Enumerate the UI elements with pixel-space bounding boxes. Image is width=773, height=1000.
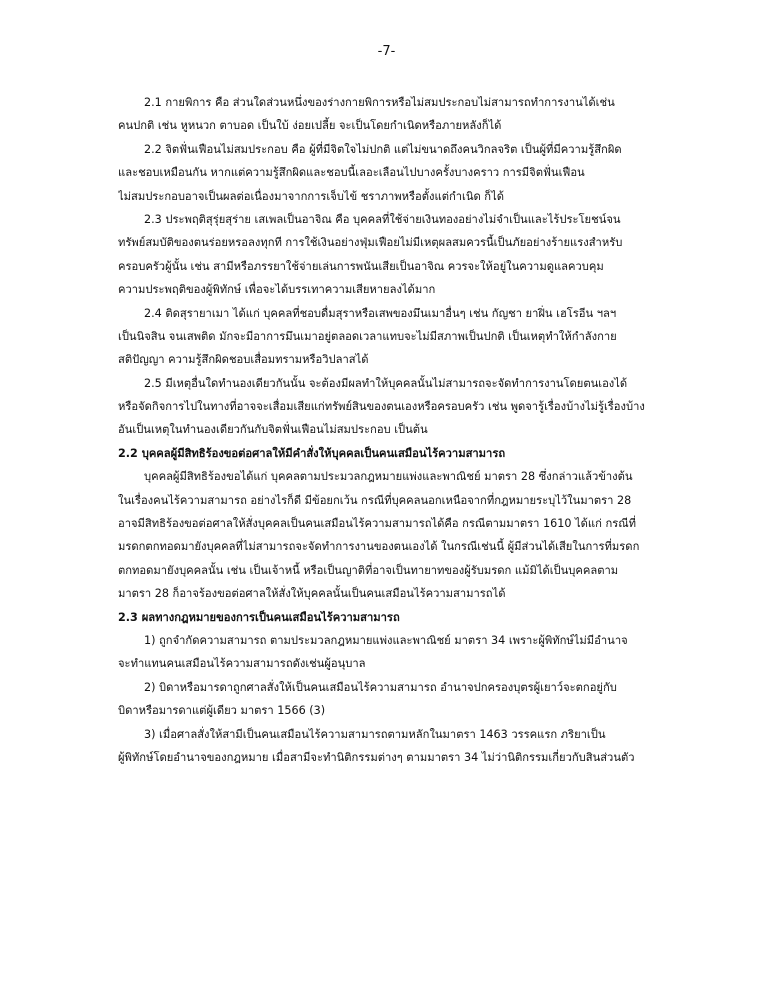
paragraph-line: ไม่สมประกอบอาจเป็นผลต่อเนื่องมาจากการเจ็บไข้ ชราภาพหรือตั้งแต่กำเนิด ก็ได้ [118, 189, 504, 203]
paragraph-line: และชอบเหมือนกัน หากแต่ความรู้สึกผิดและชอบนี้เลอะเลือนไปบางครั้งบางคราว การมีจิตฟั่นเฟือน [118, 166, 585, 180]
paragraph-line: 2.2 จิตฟั่นเฟือนไม่สมประกอบ คือ ผู้ที่มีจิตใจไม่ปกติ แต่ไม่ขนาดถึงคนวิกลจริต เป็นผู้ที่มีความรู้สึกผิด [144, 142, 622, 156]
paragraph-line: ผู้พิทักษ์โดยอำนาจของกฎหมาย เมื่อสามีจะทำนิติกรรมต่างๆ ตามมาตรา 34 ไม่ว่านิติกรรมเกี่ยวกับสินส่วนตัว [118, 750, 635, 764]
paragraph-line: คนปกติ เช่น หูหนวก ตาบอด เป็นใบ้ ง่อยเปลี้ย จะเป็นโดยกำเนิดหรือภายหลังก็ได้ [118, 119, 502, 133]
paragraph-line: 2.4 ติดสุรายาเมา ได้แก่ บุคคลที่ชอบดื่มสุราหรือเสพของมึนเมาอื่นๆ เช่น กัญชา ยาฝิ่น เฮโรอีน ฯลฯ [144, 306, 617, 320]
paragraph-line: 2.3 ประพฤติสุรุ่ยสุร่าย เสเพลเป็นอาจิณ คือ บุคคลที่ใช้จ่ายเงินทองอย่างไม่จำเป็นและไร้ประโยชน์จน [144, 212, 621, 226]
paragraph-line: 2) บิดาหรือมารดาถูกศาลสั่งให้เป็นคนเสมือนไร้ความสามารถ อำนาจปกครองบุตรผู้เยาว์จะตกอยู่กับ [144, 680, 617, 694]
paragraph-line: 2.1 กายพิการ คือ ส่วนใดส่วนหนึ่งของร่างกายพิการหรือไม่สมประกอบไม่สามารถทำการงานได้เช่น [144, 96, 615, 109]
paragraph-line: ครอบครัวผู้นั้น เช่น สามีหรือภรรยาใช้จ่ายเล่นการพนันเสียเป็นอาจิณ ควรจะให้อยู่ในความดูแลควบคุม [118, 259, 604, 273]
paragraph-line: ตกทอดมายังบุคคลนั้น เช่น เป็นเจ้าหนี้ หรือเป็นญาติที่อาจเป็นทายาทของผู้รับมรดก แม้มิได้เป็นบุคคลตาม [118, 563, 619, 577]
paragraph-line: ความประพฤติของผู้พิทักษ์ เพื่อจะได้บรรเทาความเสียหายลงได้มาก [118, 283, 436, 297]
section-heading: 2.2 บุคคลผู้มีสิทธิร้องขอต่อศาลให้มีคำสั่งให้บุคคลเป็นคนเสมือนไร้ความสามารถ [118, 446, 506, 460]
paragraph-line: บุคคลผู้มีสิทธิร้องขอได้แก่ บุคคลตามประมวลกฎหมายแพ่งและพาณิชย์ มาตรา 28 ซึ่งกล่าวแล้วข้างต้น [144, 470, 633, 484]
paragraph-line: บิดาหรือมารดาแต่ผู้เดียว มาตรา 1566 (3) [118, 704, 326, 718]
paragraph-line: หรือจัดกิจการไปในทางที่อาจจะเสื่อมเสียแก่ทรัพย์สินของตนเองหรือครอบครัว เช่น พูดจารู้เรื่องบ้างไม่รู้เรื่องบ้าง [118, 400, 645, 414]
paragraph-line: อันเป็นเหตุในทำนองเดียวกันกับจิตฟั่นเฟือนไม่สมประกอบ เป็นต้น [118, 423, 428, 437]
paragraph-line: 2.5 มีเหตุอื่นใดทำนองเดียวกันนั้น จะต้องมีผลทำให้บุคคลนั้นไม่สามารถจะจัดทำการงานโดยตนเองได้ [144, 376, 628, 390]
document-body [118, 91, 671, 769]
page-number: -7- [377, 44, 396, 59]
section-heading: 2.3 ผลทางกฎหมายของการเป็นคนเสมือนไร้ความสามารถ [118, 610, 400, 624]
paragraph-line: ในเรื่องคนไร้ความสามารถ อย่างไรก็ดี มีข้อยกเว้น กรณีที่บุคคลนอกเหนือจากที่กฎหมายระบุไว้ในมาตรา 28 [118, 493, 632, 507]
paragraph-line: สติปัญญา ความรู้สึกผิดชอบเสื่อมทรามหรือวิปลาสได้ [118, 353, 369, 367]
paragraph-line: ทรัพย์สมบัติของตนร่อยหรอลงทุกที การใช้เงินอย่างฟุ่มเฟือยไม่มีเหตุผลสมควรนี้เป็นภัยอย่างร้ายแรงสำหรับ [118, 236, 623, 250]
paragraph-line: มรดกตกทอดมายังบุคคลที่ไม่สามารถจะจัดทำการงานของตนเองได้ ในกรณีเช่นนี้ ผู้มีส่วนได้เสียในการที่มรดก [118, 540, 640, 554]
paragraph-line: 1) ถูกจำกัดความสามารถ ตามประมวลกฎหมายแพ่งและพาณิชย์ มาตรา 34 เพราะผู้พิทักษ์ไม่มีอำนาจ [144, 633, 628, 647]
paragraph-line: จะทำแทนคนเสมือนไร้ความสามารถดังเช่นผู้อนุบาล [118, 657, 366, 671]
paragraph-line: อาจมีสิทธิร้องขอต่อศาลให้สั่งบุคคลเป็นคนเสมือนไร้ความสามารถได้คือ กรณีตามมาตรา 1610 ได้แก่ กรณีที่ [118, 517, 637, 531]
paragraph-line: เป็นนิจสิน จนเสพติด มักจะมีอาการมึนเมาอยู่ตลอดเวลาแทบจะไม่มีสภาพเป็นปกติ เป็นเหตุทำให้กำลังกาย [118, 329, 617, 343]
paragraph-line: 3) เมื่อศาลสั่งให้สามีเป็นคนเสมือนไร้ความสามารถตามหลักในมาตรา 1463 วรรคแรก ภริยาเป็น [144, 727, 606, 741]
paragraph-line: มาตรา 28 ก็อาจร้องขอต่อศาลให้สั่งให้บุคคลนั้นเป็นคนเสมือนไร้ความสามารถได้ [118, 587, 506, 601]
